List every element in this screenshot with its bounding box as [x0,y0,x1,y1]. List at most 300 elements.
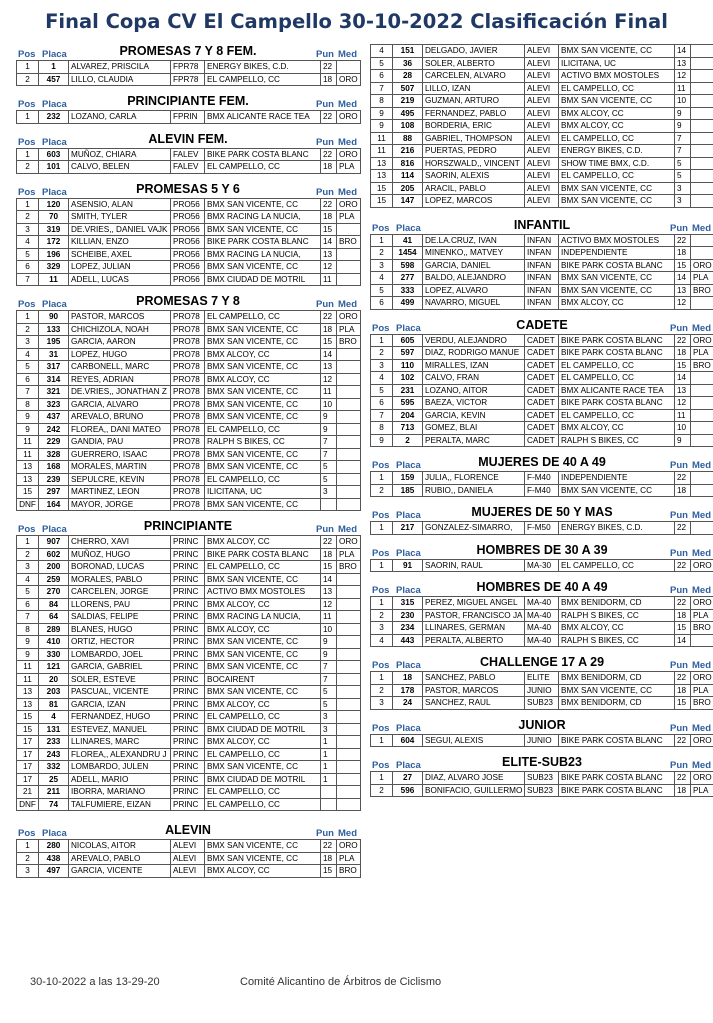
club-cell: BIKE PARK COSTA BLANC [205,148,321,161]
category-section [370,505,713,535]
table-row [371,170,713,183]
points-cell: 1 [321,761,337,774]
category-cell: PRO78 [171,473,205,486]
medal-cell [691,45,713,58]
points-cell: 15 [321,223,337,236]
medal-cell: PLA [337,161,361,174]
pos-header: Pos [18,299,36,310]
section-title: PROMESAS 7 Y 8 [136,294,240,308]
rider-name-cell: GUERRERO, ISAAC [69,448,171,461]
table-row [17,648,361,661]
table-row [371,422,713,435]
rider-name-cell: LILLO, IZAN [423,82,525,95]
placa-cell: 332 [39,761,69,774]
medal-cell: ORO [337,148,361,161]
club-cell: BMX SAN VICENTE, CC [205,498,321,511]
points-cell: 22 [675,472,691,485]
medal-cell [337,248,361,261]
category-cell: PRO78 [171,386,205,399]
section-title: CHALLENGE 17 A 29 [479,655,605,669]
table-row [17,498,361,511]
placa-cell: 234 [393,622,423,635]
category-cell: JUNIO [525,684,559,697]
category-cell: ALEVI [525,170,559,183]
table-row [17,311,361,324]
club-cell: EL CAMPELLO, CC [559,359,675,372]
rider-name-cell: MAYOR, JORGE [69,498,171,511]
category-cell: SUB23 [525,772,559,785]
pos-cell: 13 [371,170,393,183]
section-header [370,655,713,671]
section-header [16,94,362,110]
placa-cell: 297 [39,486,69,499]
pos-cell: 17 [17,773,39,786]
placa-header: Placa [42,299,67,310]
table-row [371,372,713,385]
pos-cell: 3 [371,622,393,635]
category-section [370,655,713,710]
medal-cell [691,422,713,435]
club-cell: BMX SAN VICENTE, CC [205,336,321,349]
category-cell: PRO78 [171,461,205,474]
club-cell: INDEPENDIENTE [559,247,675,260]
club-cell: BIKE PARK COSTA BLANC [559,347,675,360]
category-section [370,580,713,647]
points-header: Pun [316,186,334,198]
placa-cell: 242 [39,423,69,436]
rider-name-cell: PASTOR, MARCOS [423,684,525,697]
rider-name-cell: CARBONELL, MARC [69,361,171,374]
rider-name-cell: BAEZA, VICTOR [423,397,525,410]
results-table [370,334,713,448]
placa-cell: 217 [393,522,423,535]
pos-cell: 3 [17,561,39,574]
rider-name-cell: FERNANDEZ, PABLO [423,107,525,120]
points-cell: 18 [675,684,691,697]
table-row [17,198,361,211]
table-row [371,57,713,70]
club-cell: EL CAMPELLO, CC [205,798,321,811]
table-row [17,411,361,424]
medal-cell: BRO [337,336,361,349]
medal-cell: ORO [337,840,361,853]
points-cell: 3 [675,195,691,208]
pos-header: Pos [18,828,36,839]
table-row [17,73,361,86]
points-cell: 7 [675,145,691,158]
club-cell: BMX SAN VICENTE, CC [559,182,675,195]
club-cell: BMX SAN VICENTE, CC [559,684,675,697]
medal-cell [691,234,713,247]
medal-cell: ORO [337,536,361,549]
club-cell: BMX RACING LA NUCIA, [205,248,321,261]
results-table [370,559,713,573]
medal-cell [337,486,361,499]
category-cell: MA-40 [525,634,559,647]
placa-cell: 204 [393,409,423,422]
club-cell: BIKE PARK COSTA BLANC [559,334,675,347]
pos-cell: 2 [17,211,39,224]
points-cell: 15 [675,359,691,372]
category-cell: PRINC [171,586,205,599]
pos-cell: 11 [17,673,39,686]
category-cell: PRINC [171,786,205,799]
pos-header: Pos [372,510,390,521]
medal-cell [691,107,713,120]
table-row [371,82,713,95]
medal-cell [691,70,713,83]
rider-name-cell: FLOREA,, DANI MATEO [69,423,171,436]
table-row [17,798,361,811]
table-row [17,786,361,799]
points-header: Pun [316,828,334,839]
medal-cell [691,195,713,208]
rider-name-cell: DIAZ, RODRIGO MANUE [423,347,525,360]
rider-name-cell: CALVO, FRAN [423,372,525,385]
points-header: Pun [316,99,334,110]
club-cell: BMX ALCOY, CC [205,598,321,611]
pos-cell: 11 [371,145,393,158]
pos-cell: 2 [17,73,39,86]
medal-header: Med [338,99,357,110]
points-cell: 14 [675,634,691,647]
results-table [370,771,713,797]
club-cell: EL CAMPELLO, CC [205,161,321,174]
placa-cell: 81 [39,698,69,711]
points-cell: 1 [321,748,337,761]
category-cell: ALEVI [525,145,559,158]
points-cell: 22 [321,148,337,161]
medal-cell: ORO [337,198,361,211]
club-cell: BMX CIUDAD DE MOTRIL [205,273,321,286]
table-row [17,423,361,436]
points-cell: 15 [321,865,337,878]
table-row [371,234,713,247]
table-row [371,70,713,83]
placa-header: Placa [396,760,421,771]
results-table [16,535,361,811]
club-cell: ILICITANA, UC [559,57,675,70]
club-cell: INDEPENDIENTE [559,472,675,485]
placa-cell: 319 [39,223,69,236]
category-cell: F-M40 [525,484,559,497]
placa-cell: 91 [393,559,423,572]
placa-cell: 131 [39,723,69,736]
medal-cell [691,297,713,310]
points-cell: 22 [321,61,337,74]
placa-cell: 907 [39,536,69,549]
pos-cell: 5 [371,284,393,297]
pos-cell: 21 [17,786,39,799]
table-row [371,784,713,797]
medal-header: Med [692,722,711,734]
category-section [16,519,362,811]
pos-header: Pos [18,524,36,535]
table-row [371,772,713,785]
section-title: PROMESAS 7 Y 8 FEM. [119,44,257,58]
pos-cell: 2 [371,784,393,797]
pos-cell: 4 [371,45,393,58]
rider-name-cell: PERALTA, MARC [423,434,525,447]
club-cell: BMX SAN VICENTE, CC [205,840,321,853]
points-cell: 9 [675,107,691,120]
pos-cell: 15 [371,195,393,208]
results-table [370,671,713,710]
placa-cell: 90 [39,311,69,324]
category-cell: PRO56 [171,248,205,261]
placa-cell: 147 [393,195,423,208]
club-cell: RALPH S BIKES, CC [559,609,675,622]
placa-cell: 36 [393,57,423,70]
placa-header: Placa [42,186,67,198]
category-cell: PRO78 [171,336,205,349]
points-header: Pun [316,136,334,148]
club-cell: BMX ALCOY, CC [559,107,675,120]
points-header: Pun [670,322,688,334]
placa-cell: 70 [39,211,69,224]
pos-cell: 11 [17,436,39,449]
rider-name-cell: MORALES, PABLO [69,573,171,586]
placa-cell: 603 [39,148,69,161]
points-cell: 22 [675,772,691,785]
table-row [371,597,713,610]
medal-cell [337,586,361,599]
club-cell: BMX ALICANTE RACE TEA [559,384,675,397]
category-cell: FPR78 [171,61,205,74]
pos-cell: 4 [371,372,393,385]
points-cell: 11 [675,82,691,95]
placa-cell: 168 [39,461,69,474]
club-cell: BMX BENIDORM, CD [559,672,675,685]
category-cell: ALEVI [525,157,559,170]
placa-header: Placa [42,828,67,839]
pos-header: Pos [372,760,390,771]
medal-cell: ORO [691,597,713,610]
pos-cell: 13 [17,698,39,711]
table-row [371,409,713,422]
points-cell: 15 [321,336,337,349]
table-row [17,273,361,286]
points-cell: 18 [321,852,337,865]
category-cell: ALEVI [525,57,559,70]
pos-cell: 13 [17,461,39,474]
pos-cell: 17 [17,761,39,774]
club-cell: BMX SAN VICENTE, CC [559,195,675,208]
points-cell: 7 [675,132,691,145]
section-header [16,294,362,310]
rider-name-cell: NICOLAS, AITOR [69,840,171,853]
points-cell: 9 [321,411,337,424]
medal-cell [337,761,361,774]
table-row [17,711,361,724]
points-cell: 5 [675,157,691,170]
category-cell: PRINC [171,548,205,561]
section-title: MUJERES DE 40 A 49 [478,455,606,469]
table-row [371,107,713,120]
category-cell: SUB23 [525,784,559,797]
medal-cell [337,498,361,511]
placa-cell: 196 [39,248,69,261]
table-row [17,373,361,386]
rider-name-cell: CALVO, BELEN [69,161,171,174]
points-cell: 18 [321,211,337,224]
medal-header: Med [692,585,711,596]
medal-cell [691,95,713,108]
club-cell: ENERGY BIKES, C.D. [205,61,321,74]
rider-name-cell: JULIA,, FLORENCE [423,472,525,485]
club-cell: BMX ALCOY, CC [205,348,321,361]
placa-cell: 27 [393,772,423,785]
table-row [17,723,361,736]
points-cell: 3 [321,486,337,499]
table-row [17,348,361,361]
category-cell: ELITE [525,672,559,685]
table-row [371,334,713,347]
placa-cell: 437 [39,411,69,424]
rider-name-cell: GONZALEZ-SIMARRO, [423,522,525,535]
category-cell: FALEV [171,161,205,174]
placa-cell: 229 [39,436,69,449]
category-cell: INFAN [525,247,559,260]
placa-cell: 595 [393,397,423,410]
category-cell: MA-40 [525,622,559,635]
placa-cell: 605 [393,334,423,347]
rider-name-cell: ORTIZ, HECTOR [69,636,171,649]
medal-header: Med [338,186,357,198]
table-row [17,865,361,878]
placa-header: Placa [42,99,67,110]
points-cell: 22 [321,840,337,853]
placa-cell: 497 [39,865,69,878]
points-cell: 22 [675,334,691,347]
placa-cell: 239 [39,473,69,486]
table-row [17,361,361,374]
placa-cell: 314 [39,373,69,386]
rider-name-cell: LILLO, CLAUDIA [69,73,171,86]
placa-cell: 329 [39,261,69,274]
club-cell: RALPH S BIKES, CC [559,634,675,647]
table-row [17,61,361,74]
points-cell: 15 [675,259,691,272]
pos-cell: 1 [371,234,393,247]
table-row [17,598,361,611]
results-table [16,310,361,511]
club-cell: BMX ALCOY, CC [559,297,675,310]
placa-cell: 317 [39,361,69,374]
pos-cell: 7 [371,409,393,422]
medal-cell [337,373,361,386]
points-cell: 18 [675,247,691,260]
pos-header: Pos [18,186,36,198]
category-section [370,218,713,310]
pos-cell: 8 [17,398,39,411]
placa-cell: 499 [393,297,423,310]
category-cell: PRO56 [171,261,205,274]
placa-cell: 321 [39,386,69,399]
points-cell: 22 [321,198,337,211]
category-cell: PRINC [171,686,205,699]
medal-cell: ORO [691,734,713,747]
points-cell: 7 [321,673,337,686]
medal-cell: BRO [691,622,713,635]
category-cell: CADET [525,359,559,372]
club-cell: BMX ALCOY, CC [559,622,675,635]
medal-cell [337,636,361,649]
rider-name-cell: BORDERIA, ERIC [423,120,525,133]
category-cell: JUNIO [525,734,559,747]
pos-header: Pos [18,99,36,110]
pos-header: Pos [372,585,390,596]
club-cell: BIKE PARK COSTA BLANC [559,397,675,410]
club-cell: BMX SAN VICENTE, CC [205,361,321,374]
table-row [17,636,361,649]
table-row [17,698,361,711]
section-header [370,218,713,234]
pos-cell: 8 [17,623,39,636]
placa-cell: 328 [39,448,69,461]
placa-cell: 602 [39,548,69,561]
pos-cell: 9 [371,434,393,447]
points-cell: 15 [321,561,337,574]
table-row [17,336,361,349]
rider-name-cell: BORONAD, LUCAS [69,561,171,574]
category-cell: F-M40 [525,472,559,485]
medal-cell [691,484,713,497]
points-cell: 22 [675,597,691,610]
rider-name-cell: MUÑOZ, HUGO [69,548,171,561]
placa-cell: 41 [393,234,423,247]
right-column [370,44,713,797]
section-header [370,543,713,559]
category-cell: CADET [525,372,559,385]
table-row [371,472,713,485]
rider-name-cell: ASENSIO, ALAN [69,198,171,211]
points-cell: 14 [675,45,691,58]
points-cell: 3 [321,723,337,736]
section-title: CADETE [516,317,568,332]
club-cell: BMX ALCOY, CC [559,422,675,435]
placa-cell: 507 [393,82,423,95]
category-cell: PRO78 [171,311,205,324]
placa-cell: 243 [39,748,69,761]
medal-cell: PLA [691,684,713,697]
medal-cell [691,409,713,422]
rider-name-cell: GOMEZ, BLAI [423,422,525,435]
placa-cell: 596 [393,784,423,797]
rider-name-cell: DE.VRIES,, JONATHAN Z [69,386,171,399]
medal-cell [337,461,361,474]
placa-cell: 120 [39,198,69,211]
rider-name-cell: SAORIN, RAUL [423,559,525,572]
points-cell [321,798,337,811]
placa-cell: 330 [39,648,69,661]
club-cell: BMX SAN VICENTE, CC [559,272,675,285]
medal-header: Med [338,524,357,535]
medal-cell [691,182,713,195]
points-cell: 12 [675,297,691,310]
medal-cell: ORO [337,311,361,324]
club-cell: BIKE PARK COSTA BLANC [205,236,321,249]
category-cell: CADET [525,347,559,360]
points-cell: 18 [675,484,691,497]
placa-cell: 259 [39,573,69,586]
medal-header: Med [338,828,357,839]
table-row [17,398,361,411]
rider-name-cell: KILLIAN, ENZO [69,236,171,249]
category-cell: INFAN [525,272,559,285]
rider-name-cell: GARCIA, VICENTE [69,865,171,878]
category-cell: ALEVI [525,182,559,195]
